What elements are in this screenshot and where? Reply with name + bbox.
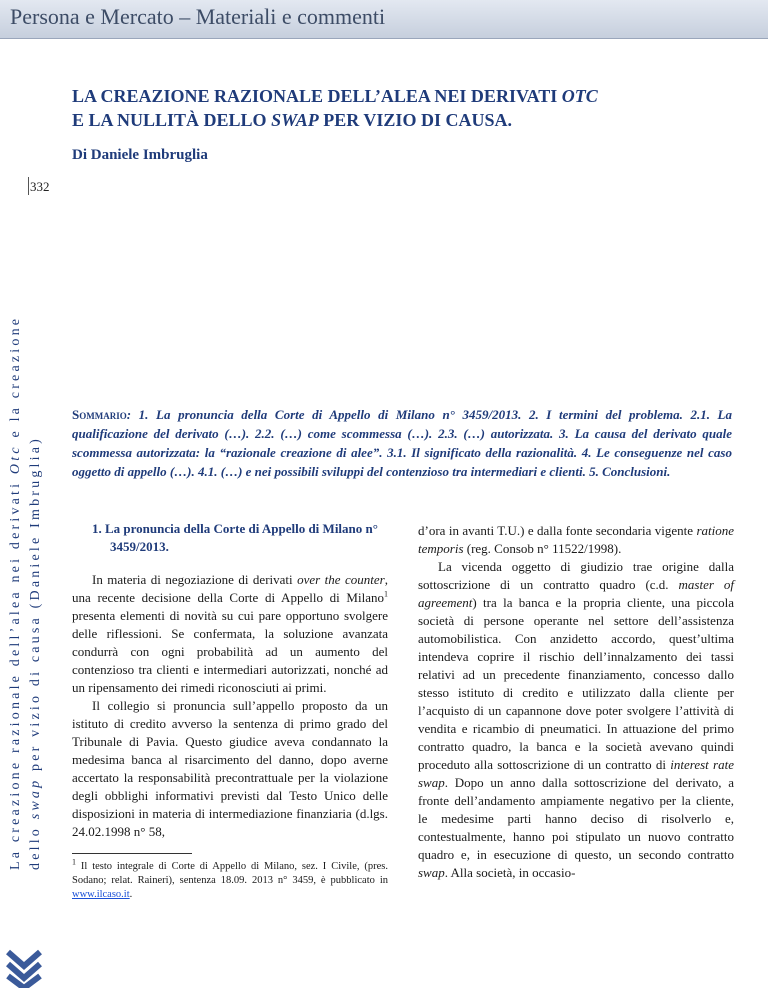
summary-label: Sommario bbox=[72, 407, 127, 422]
right-paragraph-1: d’ora in avanti T.U.) e dalla fonte secondaria vigente ratione temporis (reg. Consob n° 11522/1998). bbox=[418, 523, 734, 556]
page-number-rule bbox=[28, 177, 29, 195]
section-heading-1: 1. La pronuncia della Corte di Appello di Milano n° 3459/2013. bbox=[92, 521, 378, 554]
title-otc: OTC bbox=[561, 86, 598, 106]
left-paragraph-2: Il collegio si pronuncia sull’appello proposto da un istituto di credito avverso la sentenza di primo grado del Tribunale di Pavia. Questo giudice aveva condannato la medesima banca al risarcimento del danno, dopo averne accertato la responsabilità precontrattuale per la violazione degli obblighi informativi previsti dal Testo Unico delle disposizioni in materia di intermediazione finanziaria (d.lgs. 24.02.1998 n° 58, bbox=[72, 698, 388, 839]
title-line2-end: PER VIZIO DI CAUSA. bbox=[318, 110, 512, 130]
side-line-2: dello swap per vizio di causa (Daniele Imbruglia) bbox=[28, 435, 43, 870]
journal-header-bar bbox=[0, 0, 768, 39]
journal-title: Persona e Mercato – Materiali e commenti bbox=[10, 4, 386, 29]
side-running-title bbox=[6, 315, 46, 870]
chevron-down-icon bbox=[4, 948, 44, 988]
page-number: 332 bbox=[30, 179, 50, 194]
title-swap: SWAP bbox=[271, 110, 319, 130]
title-line2-text: E LA NULLITÀ DELLO bbox=[72, 110, 272, 130]
footnote-link[interactable]: www.ilcaso.it bbox=[72, 889, 130, 900]
footnote-1: $^1$ Il testo integrale di Corte di Appello di Milano, sez. I Civile, (pres. Sodano; relat. Raineri), sentenza 18.09. 2013 n° 3459, è pubblicato in www.ilcaso.it. bbox=[72, 857, 388, 900]
article-summary bbox=[72, 405, 732, 481]
article-title bbox=[72, 84, 732, 132]
article-author: Di Daniele Imbruglia bbox=[72, 147, 208, 163]
left-column bbox=[72, 520, 388, 902]
title-line1-text: LA CREAZIONE RAZIONALE DELL’ALEA NEI DERIVATI bbox=[72, 86, 562, 106]
right-paragraph-2: La vicenda oggetto di giudizio trae origine dalla sottoscrizione di un contratto quadro (c.d. master of agreement) tra la banca e la propria cliente, una piccola società di persone operante nel settore dell’assistenza automobilistica. Con anzidetto accordo, quest’ultima intendeva coprire il rischio dell’innalzamento dei tassi relativi ad un precedente finanziamento, concesso dallo stesso istituto di credito e utilizzato dalla cliente per l’acquisto di un capannone dove poter svolgere l’attività di vendita e ricambio di pneumatici. In attuazione del primo contratto quadro, la banca e la società avevano quindi proceduto alla sottoscrizione di un contratto di interest rate swap. Dopo un anno dalla sottoscrizione del derivato, a fronte dell’andamento ampiamente negativo per la cliente, le medesime parti hanno deciso di risolverlo e, contestualmente, hanno poi stipulato un nuovo contratto quadro e, in esecuzione di questo, un secondo contratto swap. Alla società, in occasio- bbox=[418, 559, 734, 880]
summary-text: : 1. La pronuncia della Corte di Appello di Milano n° 3459/2013. 2. I termini del problema. 2.1. La qualificazione del derivato (…). 2.2. (…) come scommessa (…). 2.3. (…) autorizzata. 3. La causa del derivato quale scommessa autorizzata: la “razionale creazione di alee”. 3.1. Il significato della razionalità. 4. Le conseguenze nel caso oggetto di appello (…). 4.1. (…) e nei possibili sviluppi del contenzioso tra intermediari e clienti. 5. Conclusioni. bbox=[72, 407, 732, 479]
side-line-1: La creazione razionale dell’alea nei derivati Otc e la creazione bbox=[8, 315, 23, 870]
footnote-divider bbox=[72, 853, 192, 854]
left-paragraph-1: In materia di negoziazione di derivati over the counter, una recente decisione della Corte di Appello di Milano$^1$ presenta elementi di novità su cui pare opportuno svolgere delle riflessioni. Se confermata, la soluzione avanzata condurrà con ogni probabilità ad un aumento del contenzioso tra clienti e intermediari autorizzati, nonché ad un ripensamento dei rimedi riconosciuti ai primi. bbox=[72, 572, 388, 695]
right-column bbox=[418, 522, 734, 882]
footnote-ref-1[interactable]: 1 bbox=[384, 589, 388, 599]
